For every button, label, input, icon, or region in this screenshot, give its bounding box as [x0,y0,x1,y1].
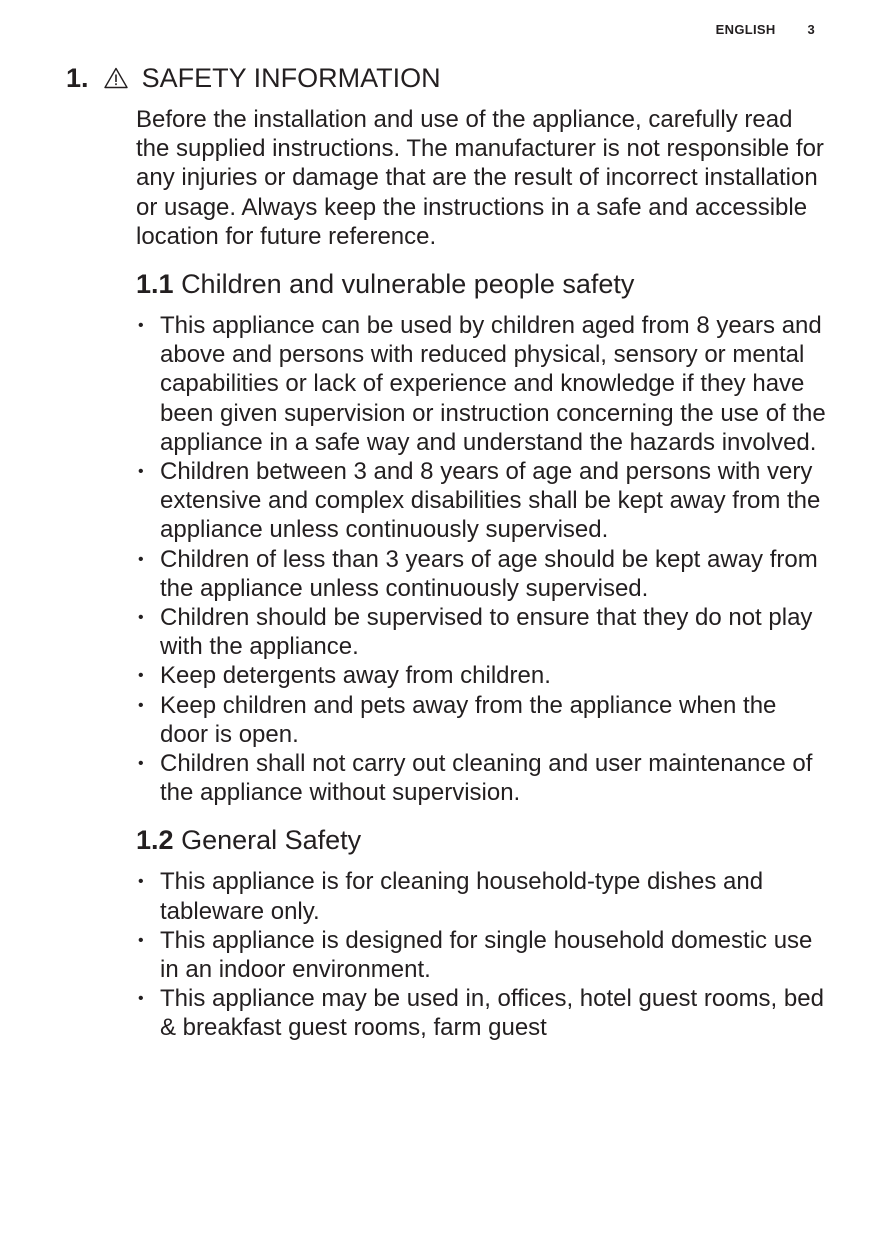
list-item [136,984,826,1042]
list-item [136,749,826,807]
list-item [136,457,826,545]
list-item-text: Children between 3 and 8 years of age and persons with very extensive and complex disabilities shall be kept away from the appliance unless continuously supervised. [160,458,821,544]
bullet-icon: • [138,550,144,568]
list-item-text: Children shall not carry out cleaning and user maintenance of the appliance without supervision. [160,750,813,807]
list-item-text: Keep children and pets away from the appliance when the door is open. [160,691,777,748]
chapter-title: SAFETY INFORMATION [141,63,441,93]
list-item [136,661,826,690]
bullet-icon: • [138,931,144,949]
intro-paragraph: Before the installation and use of the appliance, carefully read the supplied instructions. The manufacturer is not responsible for any injuries or damage that are the result of incorrect installation or usage. Always keep the instructions in a safe and accessible location for future reference. [136,106,824,250]
bullet-icon: • [138,463,144,481]
bullet-list [136,867,826,1042]
list-item-text: This appliance is for cleaning household-type dishes and tableware only. [160,868,764,925]
section-title: Children and vulnerable people safety [181,269,635,300]
bullet-icon: • [138,667,144,685]
list-item [136,926,826,984]
page-number: 3 [807,22,815,37]
list-item-text: Keep detergents away from children. [160,662,551,690]
section-number: 1.1 [136,269,174,300]
page-header [716,22,815,37]
list-item [136,603,826,661]
chapter-number: 1. [66,63,89,93]
section-heading [136,268,826,300]
section-heading [136,824,826,856]
main-content [136,105,826,1043]
bullet-icon: • [138,609,144,627]
bullet-list [136,311,826,807]
list-item-text: Children should be supervised to ensure that they do not play with the appliance. [160,604,813,661]
bullet-icon: • [138,696,144,714]
bullet-icon: • [138,755,144,773]
list-item-text: This appliance can be used by children aged from 8 years and above and persons with reduced physical, sensory or mental capabilities or lack of experience and knowledge if they have been given supervision or instruction concerning the use of the appliance in a safe way and understand the hazards involved. [160,312,826,456]
section-number: 1.2 [136,825,174,856]
list-item-text: This appliance is designed for single household domestic use in an indoor environment. [160,926,813,984]
bullet-icon: • [138,873,144,891]
bullet-icon: • [138,990,144,1008]
list-item [136,311,826,457]
list-item [136,545,826,603]
warning-triangle-icon [104,67,128,89]
bullet-icon: • [138,317,144,335]
chapter-heading [66,62,441,94]
language-label: ENGLISH [715,22,776,37]
section-title: General Safety [181,825,362,856]
list-item [136,691,826,749]
list-item [136,867,826,925]
list-item-text: This appliance may be used in, offices, hotel guest rooms, bed & breakfast guest rooms, farm guest [160,985,824,1042]
list-item-text: Children of less than 3 years of age should be kept away from the appliance unless continuously supervised. [160,545,818,602]
